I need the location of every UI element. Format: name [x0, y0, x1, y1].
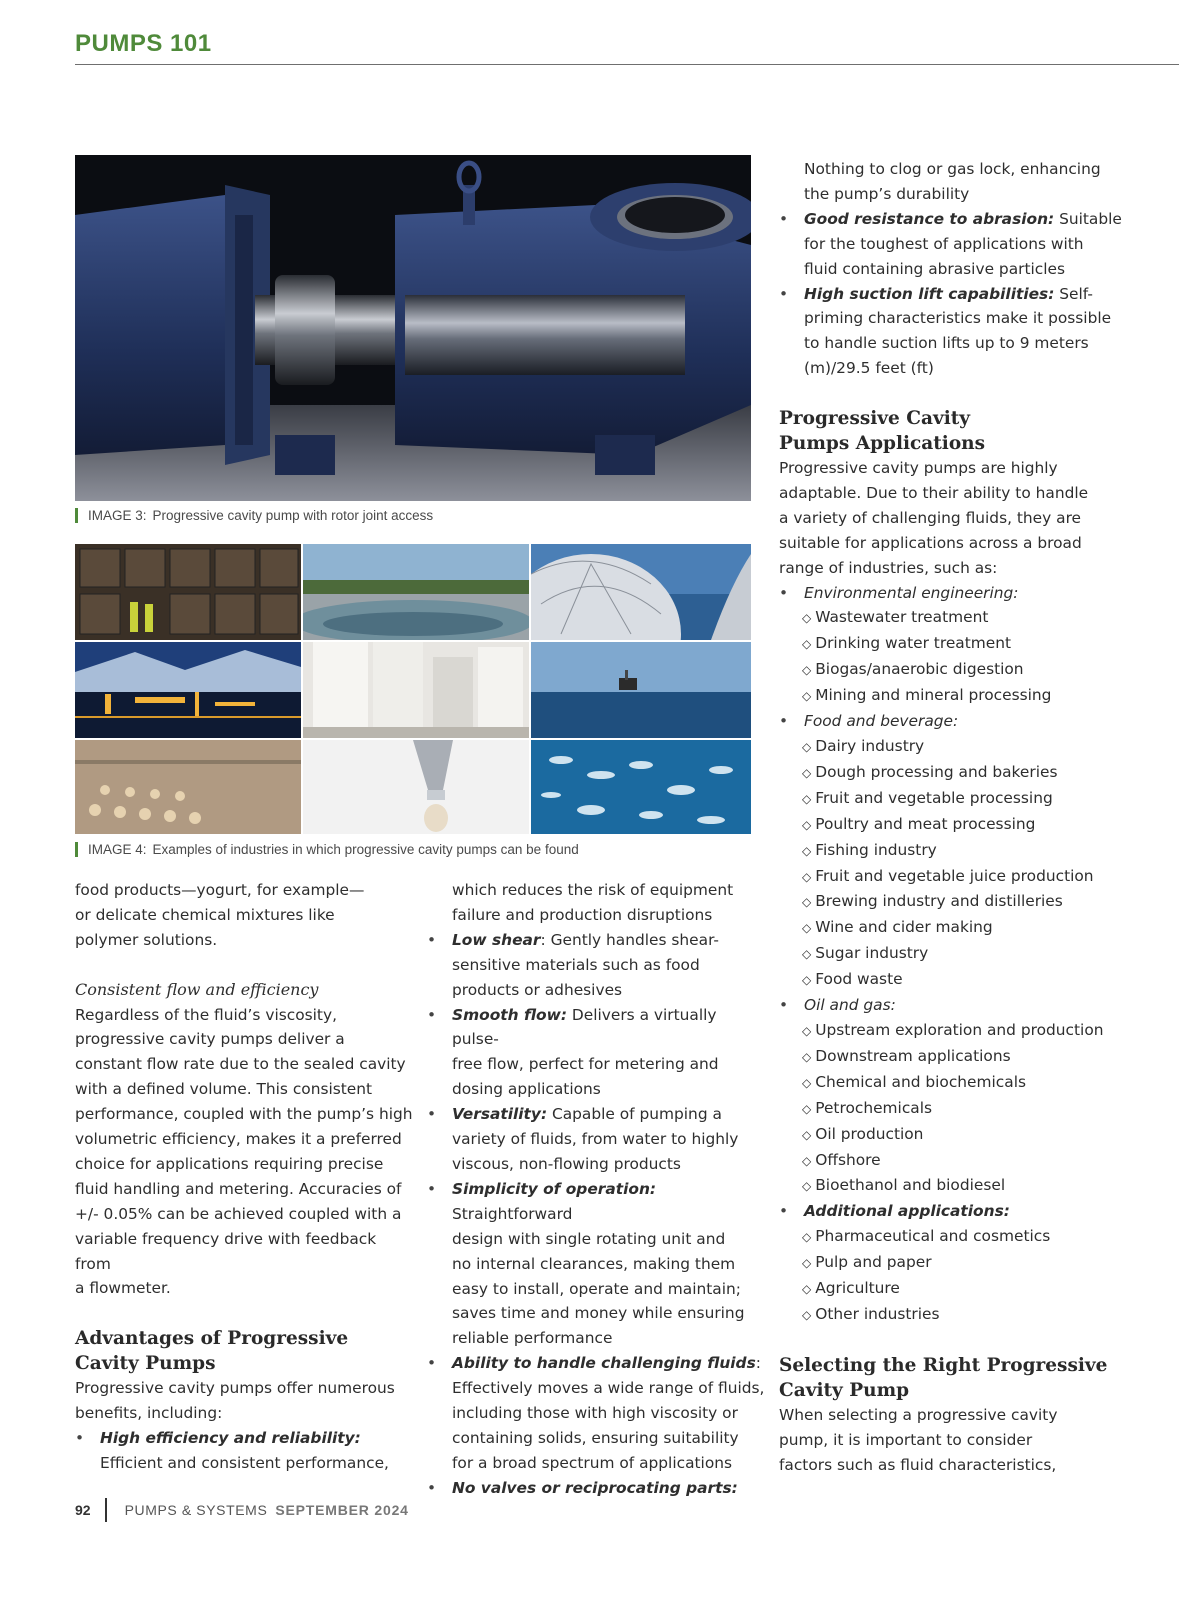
tile-barrels-warehouse: [75, 544, 301, 640]
bullet-text: dosing applications: [452, 1080, 601, 1099]
cont-line: Nothing to clog or gas lock, enhancing: [804, 160, 1101, 178]
body-line: progressive cavity pumps deliver a: [75, 1030, 345, 1049]
bullet-title: Low shear: [452, 930, 541, 949]
list-item: ◇ Fishing industry: [779, 838, 1139, 864]
bullet-text: Suitable: [1054, 209, 1122, 228]
lead-line: Progressive cavity pumps are highly: [779, 459, 1058, 478]
image4-caption: [75, 842, 579, 857]
bullet-text: :: [755, 1354, 761, 1373]
intro-line: or delicate chemical mixtures like: [75, 905, 335, 924]
list-item: ◇ Fruit and vegetable processing: [779, 786, 1139, 812]
bullet-text: free flow, perfect for metering and: [452, 1055, 719, 1074]
bullet-no-valves: [427, 1476, 767, 1501]
heading-line: Pumps Applications: [779, 433, 986, 455]
list-item: ◇ Bioethanol and biodiesel: [779, 1173, 1139, 1199]
bullet-challenging-fluids: [427, 1351, 767, 1476]
magazine-name: PUMPS & SYSTEMS: [124, 1502, 268, 1518]
section-title: PUMPS 101: [75, 30, 212, 57]
bullet-title: High efficiency and reliability:: [100, 1429, 361, 1448]
bullet-text: variety of fluids, from water to highly: [452, 1130, 739, 1149]
bullet-text: Efficient and consistent performance,: [100, 1454, 389, 1472]
list-item: ◇ Agriculture: [779, 1276, 1139, 1302]
list-item: ◇ Chemical and biochemicals: [779, 1070, 1139, 1096]
group-environmental: [779, 581, 1139, 606]
list-item: ◇ Sugar industry: [779, 941, 1139, 967]
bullet-text: no internal clearances, making them: [452, 1254, 736, 1273]
tile-paper-rolls: [303, 642, 529, 738]
list-item: ◇ Drinking water treatment: [779, 631, 1139, 657]
column-3: [779, 157, 1139, 1477]
image3-caption: [75, 508, 433, 523]
column-1: [75, 878, 415, 1476]
list-item: ◇ Other industries: [779, 1302, 1139, 1328]
body-line: Regardless of the fluid’s viscosity,: [75, 1005, 337, 1024]
lead-line: suitable for applications across a broad: [779, 533, 1082, 552]
list-item: ◇ Offshore: [779, 1148, 1139, 1174]
bullet-text: : Gently handles shear-: [540, 930, 719, 949]
list-item: ◇ Upstream exploration and production: [779, 1018, 1139, 1044]
bullet-text: for the toughest of applications with: [804, 234, 1084, 253]
list-item: ◇ Dairy industry: [779, 734, 1139, 760]
bullet-text: design with single rotating unit and: [452, 1229, 726, 1248]
group-title: Environmental engineering:: [804, 583, 1019, 602]
list-item: ◇ Oil production: [779, 1122, 1139, 1148]
list-item: ◇ Pulp and paper: [779, 1250, 1139, 1276]
body-line: a flowmeter.: [75, 1279, 171, 1298]
bullet-title: No valves or reciprocating parts:: [452, 1478, 738, 1497]
group-additional: [779, 1199, 1139, 1224]
bullet-text: saves time and money while ensuring: [452, 1304, 745, 1323]
footer-divider: [105, 1498, 107, 1522]
heading-applications: [779, 406, 1139, 456]
bullet-text: Delivers a virtually pulse-: [452, 1005, 717, 1049]
tile-fish-school: [531, 740, 751, 834]
heading-line: Cavity Pump: [779, 1379, 910, 1401]
heading-line: Selecting the Right Progressive: [779, 1354, 1108, 1376]
body-line: performance, coupled with the pump’s high: [75, 1105, 413, 1124]
bullet-text: Effectively moves a wide range of fluids,: [452, 1379, 765, 1398]
body-line: constant flow rate due to the sealed cavity: [75, 1055, 406, 1074]
bullet-title: Versatility:: [452, 1105, 548, 1124]
subhead-consistent-flow: Consistent flow and efficiency: [75, 979, 319, 999]
bullet-text: including those with high viscosity or: [452, 1404, 738, 1423]
list-item: ◇ Wastewater treatment: [779, 605, 1139, 631]
heading-line: Advantages of Progressive: [75, 1328, 349, 1350]
bullet-low-shear: [427, 928, 767, 1003]
heading-line: Cavity Pumps: [75, 1353, 216, 1375]
heading-line: Progressive Cavity: [779, 408, 971, 430]
bullet-text: Straightforward: [452, 1204, 573, 1223]
bullet-text: Capable of pumping a: [547, 1105, 722, 1124]
bullet-text: reliable performance: [452, 1329, 613, 1348]
group-oil-gas: [779, 993, 1139, 1018]
bullet-high-efficiency: [75, 1426, 415, 1476]
page-number: 92: [75, 1502, 91, 1518]
tile-cosmetics-tube: [303, 740, 529, 834]
lead-line: adaptable. Due to their ability to handle: [779, 483, 1089, 502]
industries-collage: [75, 544, 751, 834]
body-line: with a defined volume. This consistent: [75, 1080, 373, 1099]
image3-label: IMAGE 3:: [88, 508, 147, 523]
issue-date: SEPTEMBER 2024: [275, 1502, 409, 1518]
bullet-simplicity: [427, 1177, 767, 1351]
body-line: choice for applications requiring precise: [75, 1154, 384, 1173]
cont-line: the pump’s durability: [804, 184, 970, 203]
list-item: ◇ Biogas/anaerobic digestion: [779, 657, 1139, 683]
lead-line: factors such as fluid characteristics,: [779, 1455, 1057, 1474]
body-line: +/- 0.05% can be achieved coupled with a: [75, 1204, 402, 1223]
bullet-text: Self-: [1054, 284, 1093, 303]
bullet-title: Simplicity of operation:: [452, 1179, 657, 1198]
image4-caption-text: Examples of industries in which progressive cavity pumps can be found: [152, 842, 579, 857]
bullet-text: containing solids, ensuring suitability: [452, 1428, 739, 1447]
list-item: ◇ Wine and cider making: [779, 915, 1139, 941]
bullet-text: products or adhesives: [452, 980, 623, 999]
body-line: volumetric efficiency, makes it a preferred: [75, 1130, 402, 1149]
cont-line: which reduces the risk of equipment: [452, 881, 734, 899]
lead-line: pump, it is important to consider: [779, 1430, 1033, 1449]
intro-line: polymer solutions.: [75, 930, 218, 949]
lead-line: range of industries, such as:: [779, 558, 998, 577]
bullet-title: Smooth flow:: [452, 1005, 568, 1024]
group-food-beverage: [779, 709, 1139, 734]
image3-caption-text: Progressive cavity pump with rotor joint access: [152, 508, 434, 523]
tile-biogas-dome: [531, 544, 751, 640]
pump-photo: [75, 155, 751, 501]
image4-label: IMAGE 4:: [88, 842, 147, 857]
header-rule: [75, 64, 1179, 65]
tile-water-treatment: [303, 544, 529, 640]
bullet-smooth-flow: [427, 1003, 767, 1103]
list-item: ◇ Mining and mineral processing: [779, 683, 1139, 709]
bullet-title: Ability to handle challenging fluids: [452, 1354, 756, 1373]
bullet-suction-lift: [779, 282, 1139, 382]
lead-line: benefits, including:: [75, 1404, 223, 1423]
bullet-text: priming characteristics make it possible: [804, 309, 1112, 328]
list-item: ◇ Petrochemicals: [779, 1096, 1139, 1122]
bullet-versatility: [427, 1102, 767, 1177]
page-footer: [75, 1498, 409, 1522]
group-title: Food and beverage:: [804, 712, 959, 731]
heading-advantages: [75, 1326, 415, 1376]
body-line: variable frequency drive with feedback from: [75, 1229, 377, 1273]
list-item: ◇ Downstream applications: [779, 1044, 1139, 1070]
group-title: Oil and gas:: [804, 996, 896, 1015]
bullet-text: sensitive materials such as food: [452, 955, 700, 974]
bullet-text: (m)/29.5 feet (ft): [804, 359, 934, 378]
bullet-title: High suction lift capabilities:: [804, 284, 1055, 303]
list-item: ◇ Brewing industry and distilleries: [779, 889, 1139, 915]
list-item: ◇ Dough processing and bakeries: [779, 760, 1139, 786]
bullet-text: fluid containing abrasive particles: [804, 259, 1065, 278]
group-title: Additional applications:: [804, 1202, 1010, 1221]
lead-line: a variety of challenging fluids, they are: [779, 508, 1082, 527]
list-item: ◇ Food waste: [779, 967, 1139, 993]
list-item: ◇ Pharmaceutical and cosmetics: [779, 1224, 1139, 1250]
bullet-abrasion: [779, 207, 1139, 282]
body-line: fluid handling and metering. Accuracies of: [75, 1179, 402, 1198]
bullet-text: easy to install, operate and maintain;: [452, 1279, 741, 1298]
list-item: ◇ Poultry and meat processing: [779, 812, 1139, 838]
bullet-text: to handle suction lifts up to 9 meters: [804, 334, 1089, 353]
cont-line: failure and production disruptions: [452, 905, 713, 924]
intro-line: food products—yogurt, for example—: [75, 881, 365, 899]
tile-offshore-rig: [531, 642, 751, 738]
bullet-text: for a broad spectrum of applications: [452, 1453, 733, 1472]
lead-line: When selecting a progressive cavity: [779, 1405, 1058, 1424]
tile-refinery-night: [75, 642, 301, 738]
bullet-text: viscous, non-flowing products: [452, 1154, 681, 1173]
list-item: ◇ Fruit and vegetable juice production: [779, 864, 1139, 890]
heading-selecting: [779, 1353, 1139, 1403]
bullet-title: Good resistance to abrasion:: [804, 209, 1055, 228]
lead-line: Progressive cavity pumps offer numerous: [75, 1379, 395, 1398]
column-2: [427, 878, 767, 1501]
tile-food-production: [75, 740, 301, 834]
